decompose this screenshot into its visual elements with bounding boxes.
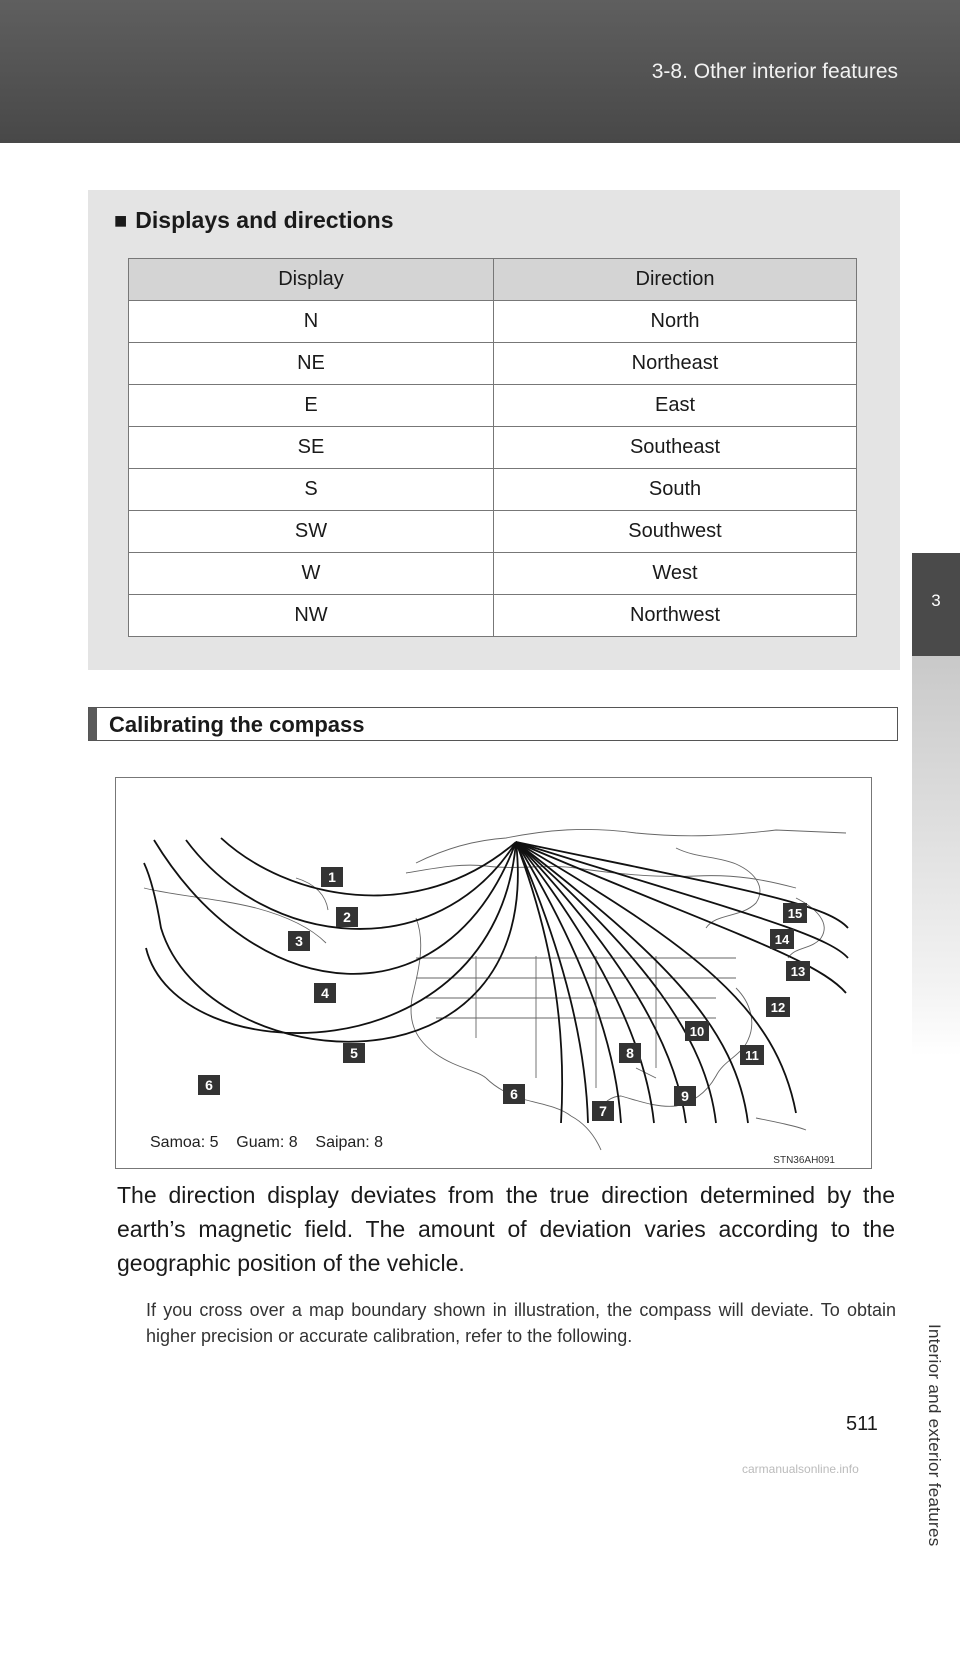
zone-label-7: [592, 1101, 614, 1121]
svg-text:8: 8: [626, 1045, 634, 1061]
footer-watermark: carmanualsonline.info: [742, 1462, 859, 1476]
direction-cell: Northwest: [494, 595, 857, 637]
display-cell: SW: [129, 511, 494, 553]
svg-text:9: 9: [681, 1088, 689, 1104]
direction-cell: Southeast: [494, 427, 857, 469]
zone-label-6-west: [198, 1075, 220, 1095]
svg-text:6: 6: [205, 1077, 213, 1093]
svg-text:5: 5: [350, 1045, 358, 1061]
table-row: [129, 553, 857, 595]
compass-zone-map: [115, 777, 872, 1169]
table-header-row: [129, 259, 857, 301]
zone-label-6-east: [503, 1084, 525, 1104]
svg-text:2: 2: [343, 909, 351, 925]
svg-text:10: 10: [689, 1024, 705, 1039]
displays-heading-text: Displays and directions: [135, 207, 394, 233]
displays-panel: [88, 190, 900, 670]
svg-text:15: 15: [787, 906, 803, 921]
chapter-title-strip: [912, 656, 960, 1656]
zone-label-14: [770, 929, 794, 949]
svg-text:6: 6: [510, 1086, 518, 1102]
svg-text:11: 11: [745, 1048, 759, 1063]
display-cell: SE: [129, 427, 494, 469]
svg-text:12: 12: [770, 1000, 786, 1015]
zone-label-11: [740, 1045, 764, 1065]
calibration-section-bar: [88, 707, 898, 741]
svg-text:3: 3: [295, 933, 303, 949]
isogonic-lines: [144, 838, 848, 1123]
svg-text:1: 1: [328, 869, 336, 885]
calibration-title: Calibrating the compass: [109, 712, 365, 737]
calibration-note: If you cross over a map boundary shown in illustration, the compass will deviate. To obtain higher precision or accurate calibration, refer to the following.: [146, 1300, 896, 1346]
table-row: [129, 469, 857, 511]
table-row: [129, 385, 857, 427]
chapter-number-tab: [912, 553, 960, 656]
svg-text:13: 13: [790, 964, 806, 979]
table-row: [129, 343, 857, 385]
figure-caption: Samoa: 5 Guam: 8 Saipan: 8: [150, 1134, 384, 1151]
directions-table: [128, 258, 857, 637]
table-row: [129, 511, 857, 553]
chapter-number: 3: [931, 591, 941, 610]
zone-label-10: [685, 1021, 709, 1041]
display-cell: S: [129, 469, 494, 511]
zone-label-3: [288, 931, 310, 951]
svg-text:4: 4: [321, 985, 329, 1001]
column-header-direction: Direction: [494, 259, 857, 301]
zone-label-2: [336, 907, 358, 927]
page-header: [0, 0, 960, 143]
svg-text:7: 7: [599, 1103, 607, 1119]
display-cell: NW: [129, 595, 494, 637]
table-row: [129, 301, 857, 343]
section-accent: [89, 708, 97, 740]
display-cell: W: [129, 553, 494, 595]
direction-cell: Northeast: [494, 343, 857, 385]
zone-label-8: [619, 1043, 641, 1063]
table-row: [129, 595, 857, 637]
direction-cell: East: [494, 385, 857, 427]
zone-label-9: [674, 1086, 696, 1106]
display-cell: N: [129, 301, 494, 343]
zone-label-15: [783, 903, 807, 923]
display-cell: E: [129, 385, 494, 427]
section-title: 3-8. Other interior features: [651, 60, 898, 83]
direction-cell: South: [494, 469, 857, 511]
column-header-display: Display: [129, 259, 494, 301]
zone-label-13: [786, 961, 810, 981]
display-cell: NE: [129, 343, 494, 385]
table-row: [129, 427, 857, 469]
square-bullet-icon: ■: [114, 208, 128, 233]
chapter-side-tab: [912, 0, 960, 1547]
zone-label-1: [321, 867, 343, 887]
figure-code: STN36AH091: [773, 1155, 835, 1166]
zone-label-4: [314, 983, 336, 1003]
zone-label-5: [343, 1043, 365, 1063]
direction-cell: North: [494, 301, 857, 343]
chapter-title: Interior and exterior features: [925, 1324, 944, 1547]
page-number: 511: [846, 1413, 878, 1435]
calibration-body: The direction display deviates from the true direction determined by the earth’s magnetic field. The amount of deviation varies according to the geographic position of the vehicle.: [117, 1182, 895, 1276]
svg-text:14: 14: [774, 932, 790, 947]
zone-label-12: [766, 997, 790, 1017]
coastline-outline: [144, 829, 846, 1150]
displays-heading: [114, 207, 394, 234]
direction-cell: Southwest: [494, 511, 857, 553]
direction-cell: West: [494, 553, 857, 595]
